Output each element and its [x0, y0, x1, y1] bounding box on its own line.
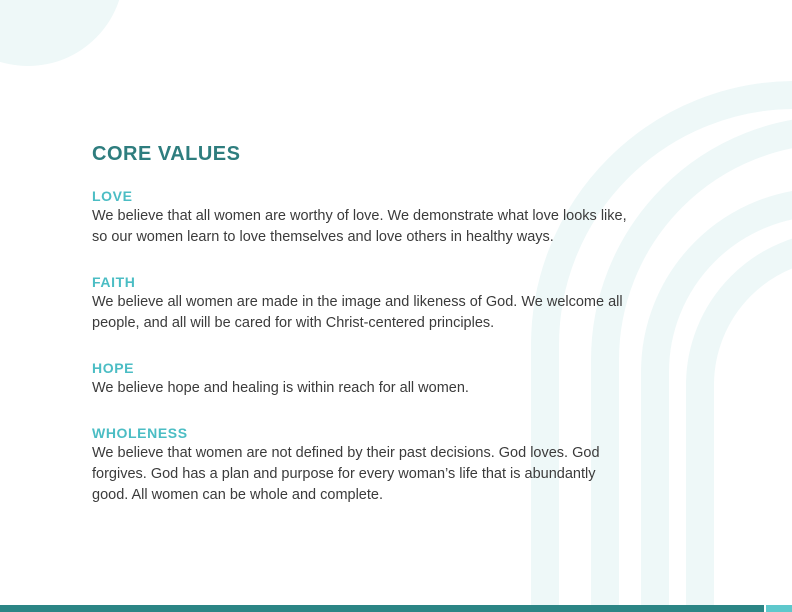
value-description: We believe hope and healing is within reach for all women. — [92, 380, 469, 396]
value-heading: HOPE — [92, 360, 135, 376]
value-heading: WHOLENESS — [92, 425, 188, 441]
value-hope — [92, 359, 682, 399]
value-faith — [92, 273, 682, 334]
core-values-section — [92, 140, 682, 506]
value-description: We believe that all women are worthy of love. We demonstrate what love looks like, so our women learn to love themselves and love others in healthy ways. — [92, 208, 627, 245]
corner-circle-decoration — [0, 0, 124, 66]
page-title: CORE VALUES — [92, 143, 241, 165]
value-description: We believe that women are not defined by their past decisions. God loves. God forgives. God has a plan and purpose for every woman’s life that is abundantly good. All women can be whole and complete. — [92, 445, 600, 503]
innermost-arch — [700, 245, 792, 612]
value-description: We believe all women are made in the image and likeness of God. We welcome all people, and all will be cared for with Christ-centered principles. — [92, 294, 623, 331]
value-heading: LOVE — [92, 188, 133, 204]
value-love — [92, 187, 682, 248]
footer-accent-bar — [766, 605, 792, 612]
value-heading: FAITH — [92, 274, 136, 290]
value-wholeness — [92, 424, 682, 506]
footer-bar — [0, 605, 764, 612]
